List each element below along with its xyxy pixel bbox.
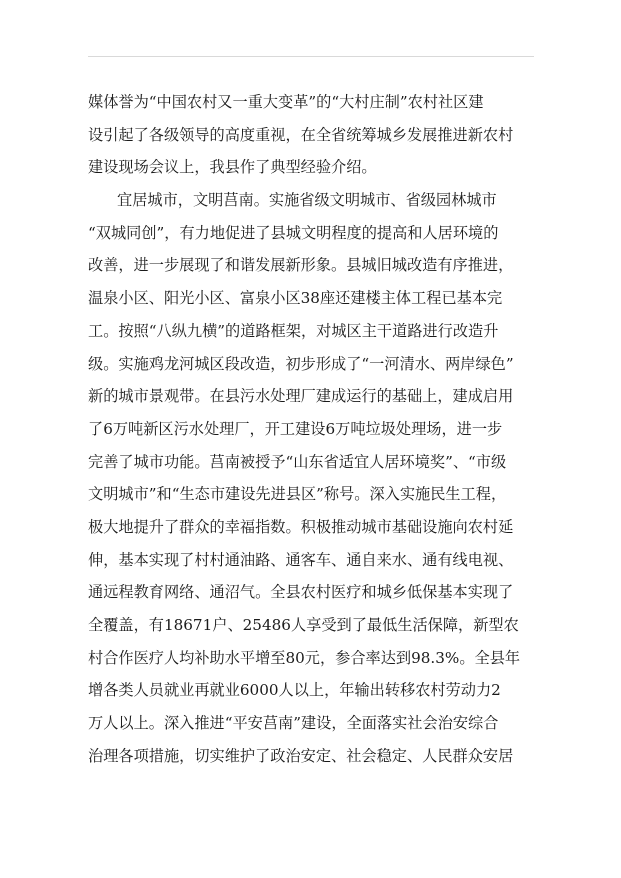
text-line: 通远程教育网络、通沼气。全县农村医疗和城乡低保基本实现了 — [88, 583, 514, 602]
text-line: 温泉小区、阳光小区、富泉小区38座还建楼主体工程已基本完 — [88, 289, 503, 308]
text-line: 文明城市”和“生态市建设先进县区”称号。深入实施民生工程， — [88, 485, 507, 504]
document-body — [88, 86, 536, 772]
text-line: 新的城市景观带。在县污水处理厂建成运行的基础上，建成启用 — [88, 387, 514, 406]
paragraph-start-line: 宜居城市，文明莒南。实施省级文明城市、省级园林城市 — [117, 191, 497, 210]
text-line: 级。实施鸡龙河城区段改造，初步形成了“一河清水、两岸绿色” — [88, 354, 514, 373]
text-line: 了6万吨新区污水处理厂，开工建设6万吨垃圾处理场，进一步 — [88, 419, 503, 438]
text-line: 极大地提升了群众的幸福指数。积极推动城市基础设施向农村延 — [88, 517, 514, 536]
text-line: 治理各项措施，切实维护了政治安定、社会稳定、人民群众安居 — [88, 746, 514, 765]
text-line: 工。按照“八纵九横”的道路框架，对城区主干道路进行改造升 — [88, 321, 499, 340]
header-divider — [88, 56, 534, 57]
text-line: 村合作医疗人均补助水平增至80元，参合率达到98.3%。全县年 — [88, 648, 521, 667]
text-line: 媒体誉为“中国农村又一重大变革”的“大村庄制”农村社区建 — [88, 93, 484, 111]
text-line: 万人以上。深入推进“平安莒南”建设，全面落实社会治安综合 — [88, 714, 499, 733]
text-line: 建设现场会议上，我县作了典型经验介绍。 — [88, 158, 377, 177]
text-line: 完善了城市功能。莒南被授予“山东省适宜人居环境奖”、“市级 — [88, 452, 507, 471]
text-line: 改善，进一步展现了和谐发展新形象。县城旧城改造有序推进， — [88, 256, 514, 275]
text-line: 增各类人员就业再就业6000人以上，年输出转移农村劳动力2 — [88, 681, 501, 700]
text-line: 设引起了各级领导的高度重视，在全省统筹城乡发展推进新农村 — [88, 125, 514, 144]
text-line: “双城同创”，有力地促进了县城文明程度的提高和人居环境的 — [88, 223, 499, 242]
text-line: 伸，基本实现了村村通油路、通客车、通自来水、通有线电视、 — [88, 550, 514, 569]
text-line: 全覆盖，有18671户、25486人享受到了最低生活保障，新型农 — [88, 616, 519, 634]
